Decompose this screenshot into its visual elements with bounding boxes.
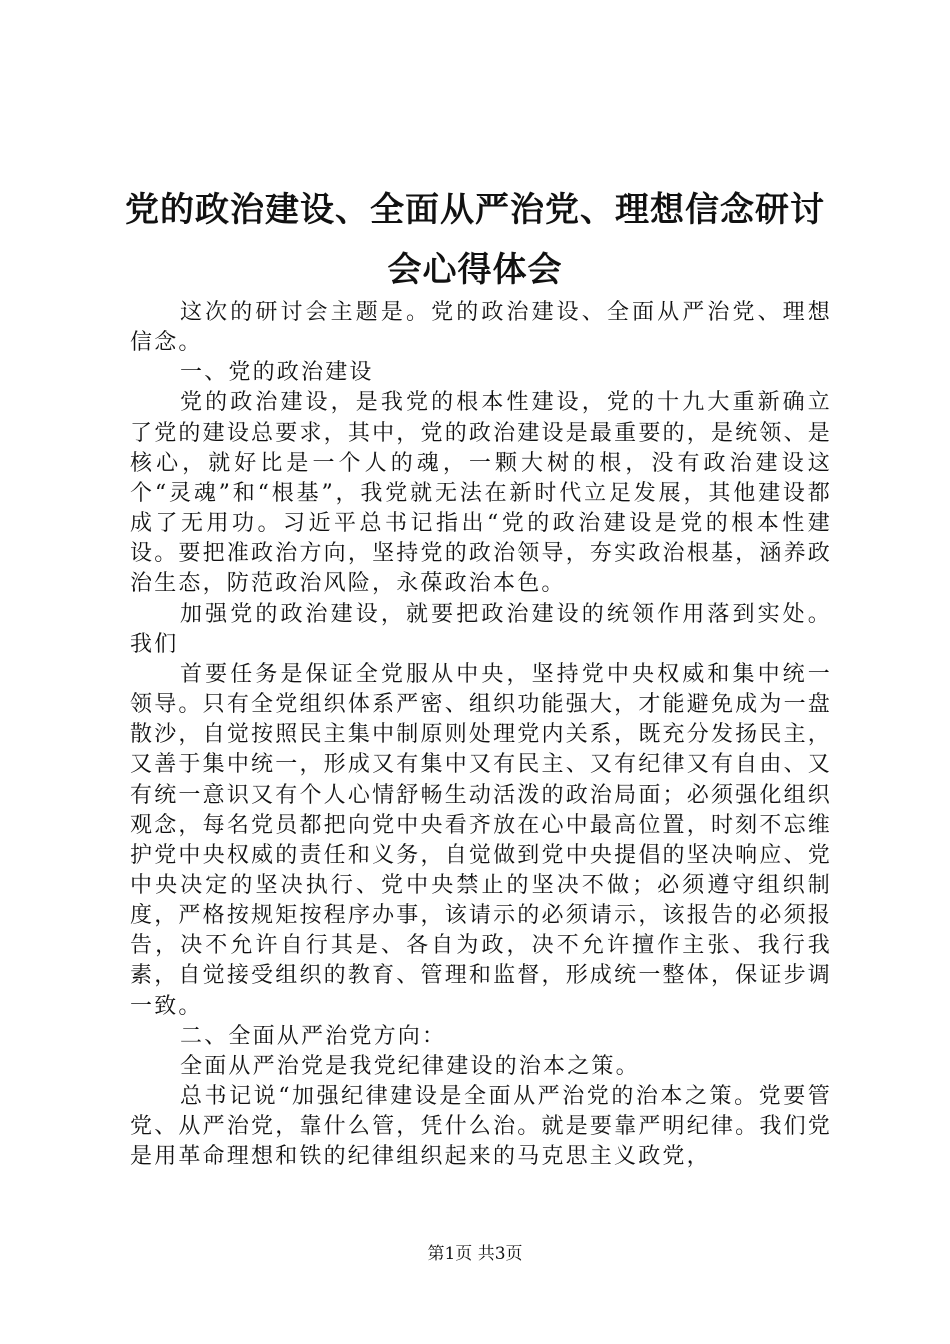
paragraph-intro: 这次的研讨会主题是。党的政治建设、全面从严治党、理想信念。: [130, 300, 832, 356]
paragraph: 首要任务是保证全党服从中央，坚持党中央权威和集中统一领导。只有全党组织体系严密、组织功能强大，才能避免成为一盘散沙，自觉按照民主集中制原则处理党内关系，既充分发扬民主，又善于集中统一，形成又有集中又有民主、又有纪律又有自由、又有统一意识又有个人心情舒畅生动活泼的政治局面；必须强化组织观念，每名党员都把向党中央看齐放在心中最高位置，时刻不忘维护党中央权威的责任和义务，自觉做到党中央提倡的坚决响应、党中央决定的坚决执行、党中央禁止的坚决不做；必须遵守组织制度，严格按规矩按程序办事，该请示的必须请示，该报告的必须报告，决不允许自行其是、各自为政，决不允许擅作主张、我行我素，自觉接受组织的教育、管理和监督，形成统一整体，保证步调一致。: [130, 661, 832, 1019]
section-heading-1: 一、党的政治建设: [180, 360, 374, 386]
page-footer: 第1页 共3页: [427, 1244, 523, 1264]
paragraph: 全面从严治党是我党纪律建设的治本之策。: [180, 1053, 640, 1079]
section-heading-2: 二、全面从严治党方向：: [180, 1023, 447, 1049]
paragraph: 党的政治建设，是我党的根本性建设，党的十九大重新确立了党的建设总要求，其中，党的政治建设是最重要的，是统领、是核心，就好比是一个人的魂，一颗大树的根，没有政治建设这个“灵魂”和“根基”，我党就无法在新时代立足发展，其他建设都成了无用功。习近平总书记指出“党的政治建设是党的根本性建设。要把准政治方向，坚持党的政治领导，夯实政治根基，涵养政治生态，防范政治风险，永葆政治本色。: [130, 390, 832, 597]
document-body: [130, 298, 832, 1173]
paragraph: 总书记说“加强纪律建设是全面从严治党的治本之策。党要管党、从严治党，靠什么管，凭什么治。就是要靠严明纪律。我们党是用革命理想和铁的纪律组织起来的马克思主义政党，: [130, 1084, 832, 1170]
document-title-line-2: 会心得体会: [387, 250, 563, 290]
paragraph: 加强党的政治建设，就要把政治建设的统领作用落到实处。我们: [130, 601, 832, 657]
document-title-line-1: 党的政治建设、全面从严治党、理想信念研讨: [125, 190, 825, 230]
